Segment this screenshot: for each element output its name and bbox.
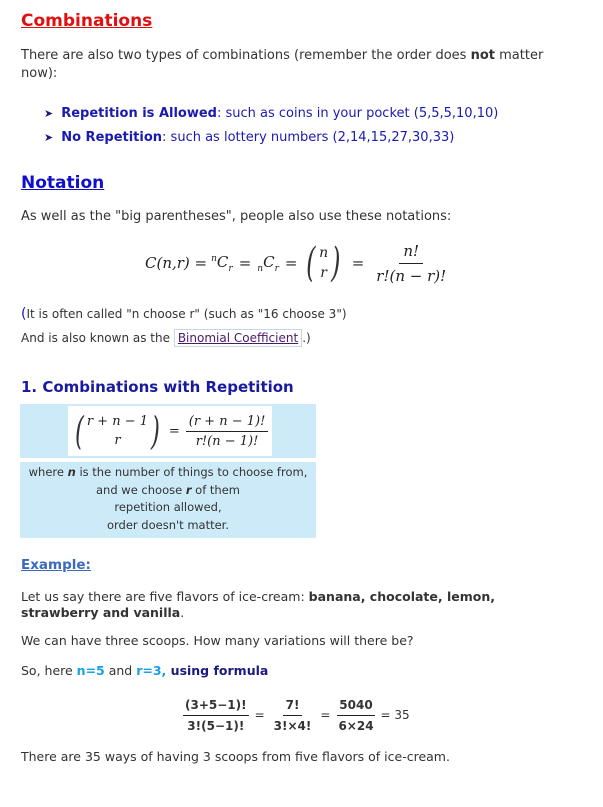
notation-formula: C(n,r) = $^nC_r$ = $_nC_r$ = ( n r ) = $\frac{n!}{r!(n - r)!}$: [145, 234, 450, 292]
repetition-heading: 1. Combinations with Repetition: [21, 378, 294, 396]
notation-note: (It is often called "n choose r" (such as "16 choose 3"): [21, 306, 347, 322]
combinations-intro: There are also two types of combinations (remember the order does not matter now):: [21, 48, 544, 81]
repetition-description: where n is the number of things to choose from, and we choose r of them repetition allowed, order doesn't matter.: [20, 462, 316, 538]
arrow-bullet-icon: ➤: [44, 131, 54, 144]
example-conclusion: There are 35 ways of having 3 scoops from five flavors of ice-cream.: [21, 749, 450, 764]
example-paragraph-2: We can have three scoops. How many variations will there be?: [21, 633, 414, 648]
calc-fraction-3: $\frac{5040}{6\times 24}$: [338, 697, 374, 733]
binomial-line: And is also known as the Binomial Coefficient .): [21, 331, 311, 345]
notation-heading: Notation: [21, 173, 105, 193]
arrow-bullet-icon: ➤: [44, 107, 54, 120]
list-item-no-repetition: ➤ No Repetition: such as lottery numbers (2,14,15,27,30,33): [44, 130, 455, 145]
notation-intro: As well as the "big parentheses", people also use these notations:: [21, 209, 452, 224]
calc-fraction-2: $\frac{7!}{3!\times 4!}$: [273, 697, 312, 733]
calc-result: = 35: [380, 708, 410, 722]
example-paragraph-3: So, here n=5 and r=3, using formula: [21, 663, 269, 678]
binomial-coefficient-link[interactable]: Binomial Coefficient: [174, 329, 302, 347]
notation-fraction: $\frac{n!}{r!(n - r)!}$: [376, 241, 447, 285]
list-item-repetition: ➤ Repetition is Allowed: such as coins in your pocket (5,5,5,10,10): [44, 106, 499, 121]
binomial-symbol: ( n r ): [306, 240, 341, 286]
example-paragraph-1: Let us say there are five flavors of ice-cream: banana, chocolate, lemon, strawberry and vanilla.: [21, 589, 495, 620]
repetition-formula-box: [20, 404, 316, 458]
example-heading: Example:: [21, 557, 91, 573]
calc-fraction-1: $\frac{(3+5-1)!}{3!(5-1)!}$: [185, 697, 247, 733]
repetition-formula: ( r + n − 1 r ) = $\frac{(r + n - 1)!}{r!(n - 1)!}$: [68, 406, 272, 456]
example-calculation: $\frac{(3+5-1)!}{3!(5-1)!}$ = $\frac{7!}{3!\times 4!}$ = $\frac{5040}{6\times 24}$ = 35: [185, 697, 410, 733]
combinations-heading: Combinations: [21, 11, 153, 31]
